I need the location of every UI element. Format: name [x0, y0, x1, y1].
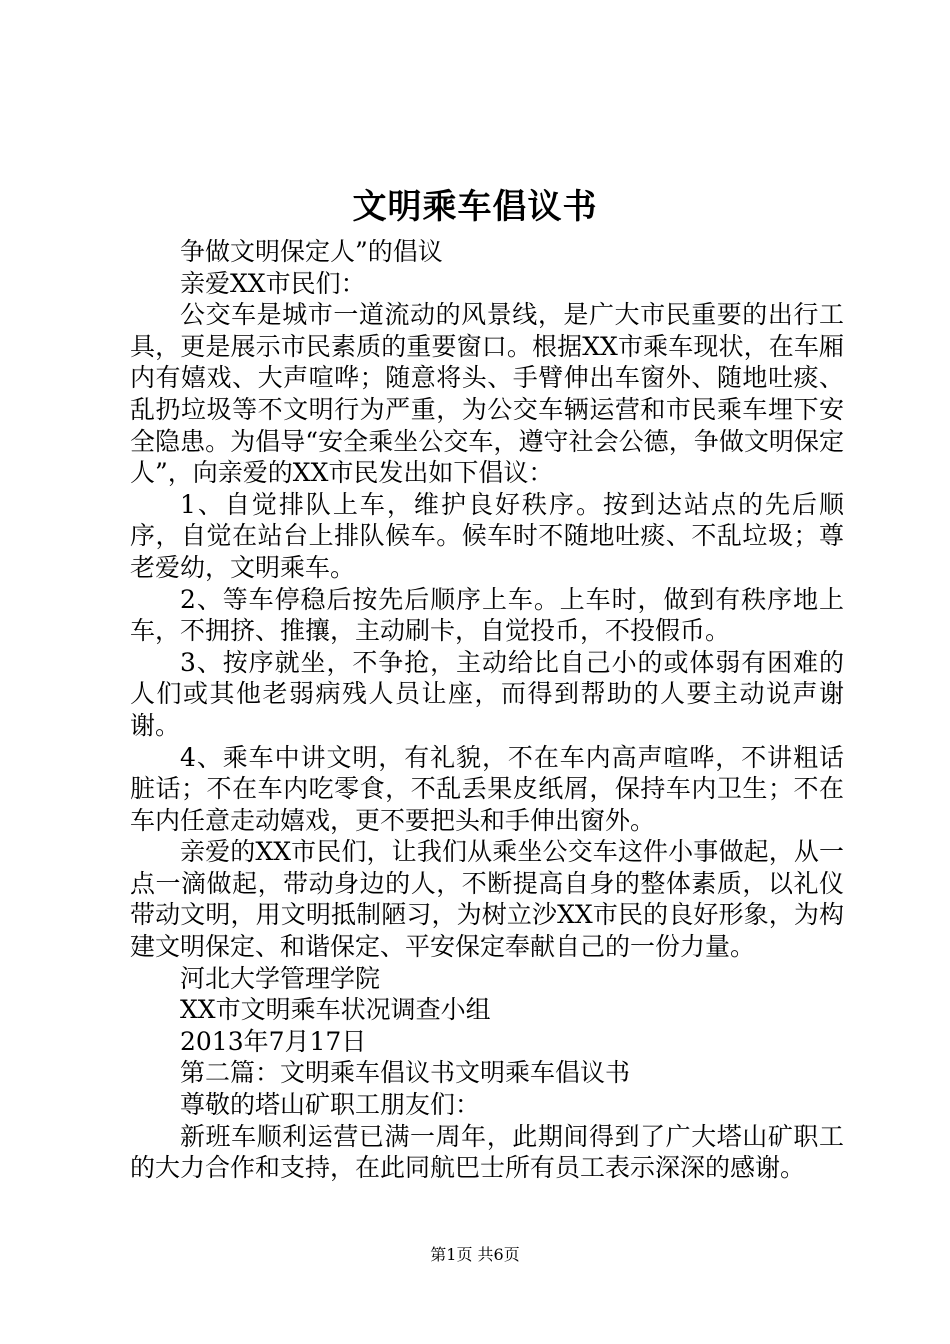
paragraph-salutation: 亲爱XX市民们：	[180, 268, 366, 298]
paragraph-second-salutation: 尊敬的塔山矿职工朋友们：	[180, 1090, 481, 1120]
document-title: 文明乘车倡议书	[352, 187, 598, 227]
page-indicator: 第1页 共6页	[430, 1245, 520, 1264]
paragraph-intro: 公交车是城市一道流动的风景线，是广大市民重要的出行工具，更是展示市民素质的重要窗口。根据XX市乘车现状，在车厢内有嬉戏、大声喧哗；随意将头、手臂伸出车窗外、随地吐痰、乱扔垃圾等不文明行为严重，为公交车辆运营和市民乘车埋下安全隐患。为倡导“安全乘坐公交车，遵守社会公德，争做文明保定人”，向亲爱的XX市民发出如下倡议：	[130, 300, 844, 488]
paragraph-item-4: 4、乘车中讲文明，有礼貌，不在车内高声喧哗，不讲粗话脏话；不在车内吃零食，不乱丢果皮纸屑，保持车内卫生；不在车内任意走动嬉戏，更不要把头和手伸出窗外。	[130, 742, 844, 835]
paragraph-closing: 亲爱的XX市民们，让我们从乘坐公交车这件小事做起，从一点一滴做起，带动身边的人，不断提高自身的整体素质，以礼仪带动文明，用文明抵制陋习，为树立沙XX市民的良好形象，为构建文明保定、和谐保定、平安保定奉献自己的一份力量。	[130, 837, 844, 962]
paragraph-second-part-heading: 第二篇：文明乘车倡议书文明乘车倡议书	[180, 1058, 631, 1088]
paragraph-date: 2013年7月17日	[180, 1026, 367, 1056]
paragraph-signature-group: XX市文明乘车状况调查小组	[180, 995, 491, 1025]
paragraph-subtitle: 争做文明保定人”的倡议	[180, 237, 443, 266]
paragraph-item-1: 1、自觉排队上车，维护良好秩序。按到达站点的先后顺序，自觉在站台上排队候车。候车时不随地吐痰、不乱垃圾；尊老爱幼，文明乘车。	[130, 489, 844, 582]
paragraph-item-2: 2、等车停稳后按先后顺序上车。上车时，做到有秩序地上车，不拥挤、推攘，主动刷卡，自觉投币，不投假币。	[130, 584, 844, 646]
paragraph-signature-org: 河北大学管理学院	[180, 963, 381, 993]
paragraph-item-3: 3、按序就坐，不争抢，主动给比自己小的或体弱有困难的人们或其他老弱病残人员让座，而得到帮助的人要主动说声谢谢。	[130, 647, 844, 740]
document-body	[130, 236, 844, 1184]
paragraph-second-body: 新班车顺利运营已满一周年，此期间得到了广大塔山矿职工的大力合作和支持，在此同航巴士所有员工表示深深的感谢。	[130, 1121, 844, 1183]
